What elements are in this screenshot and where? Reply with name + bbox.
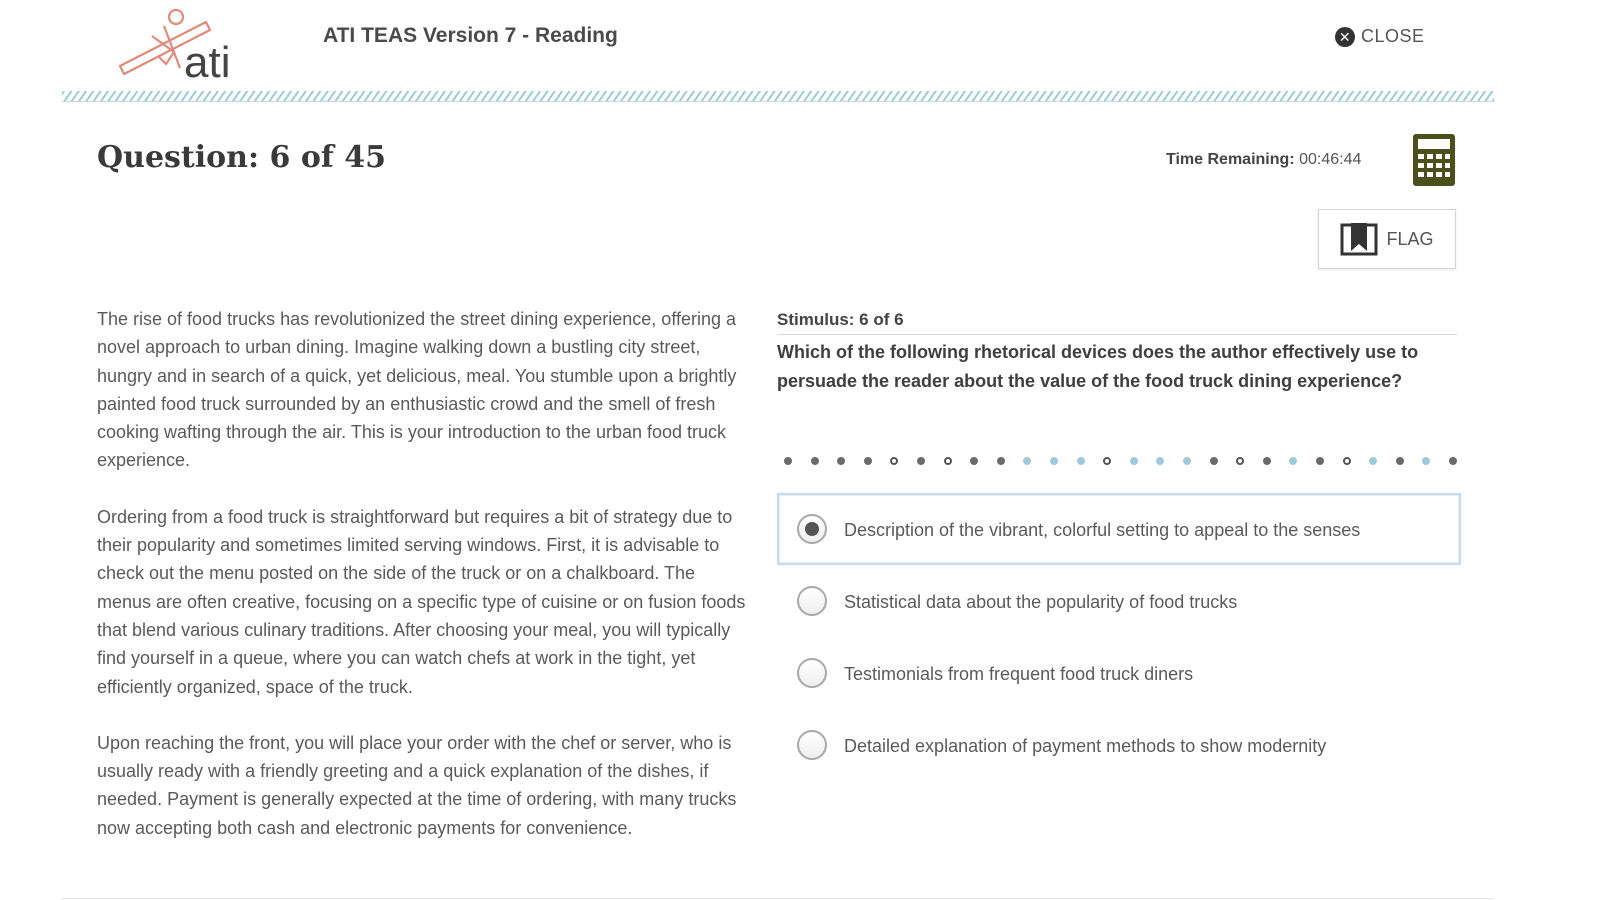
answer-option-a[interactable] (777, 493, 1461, 565)
passage-paragraph: The rise of food trucks has revolutionized the street dining experience, offering a novel approach to urban dining. Imagine walking down a bustling city street, hungry and in search of a quick, yet delicious, meal. You stumble upon a brightly painted food truck surrounded by an enthusiastic crowd and the smell of fresh cooking wafting through the air. This is your introduction to the urban food truck experience. (97, 309, 737, 471)
progress-dot[interactable] (1103, 457, 1111, 465)
progress-dot[interactable] (1077, 457, 1085, 465)
progress-dot[interactable] (811, 457, 819, 465)
progress-dot[interactable] (1183, 457, 1191, 465)
progress-dot[interactable] (1422, 457, 1430, 465)
answer-label: Description of the vibrant, colorful setting to appeal to the senses (844, 520, 1361, 540)
answer-options (777, 493, 1461, 781)
passage-paragraph: Upon reaching the front, you will place your order with the chef or server, who is usually ready with a friendly greeting and a quick explanation of the dishes, if needed. Payment is generally expected at the time of ordering, with many trucks now accepting both cash and electronic payments for convenience. (97, 732, 737, 838)
reading-passage (97, 305, 747, 870)
progress-dot[interactable] (1130, 457, 1138, 465)
time-remaining-label: Time Remaining: (1166, 151, 1295, 168)
progress-dot[interactable] (837, 457, 845, 465)
progress-dot[interactable] (1023, 457, 1031, 465)
progress-dot[interactable] (1050, 457, 1058, 465)
bottom-divider (62, 898, 1494, 899)
progress-dot[interactable] (1449, 457, 1457, 465)
close-circle-icon: ✕ (1335, 27, 1355, 47)
header (0, 0, 1600, 104)
progress-dot[interactable] (1343, 457, 1351, 465)
close-label: CLOSE (1361, 26, 1425, 46)
calculator-icon[interactable] (1412, 133, 1456, 187)
stimulus-label: Stimulus: 6 of 6 (777, 310, 1457, 335)
app-title: ATI TEAS Version 7 - Reading (323, 24, 618, 47)
progress-dot[interactable] (1316, 457, 1324, 465)
flag-label: FLAG (1386, 228, 1434, 249)
brand-text: ati (184, 38, 231, 82)
header-divider (62, 91, 1494, 102)
question-title: Question: 6 of 45 (97, 140, 386, 175)
progress-dot[interactable] (784, 457, 792, 465)
answer-label: Detailed explanation of payment methods to show modernity (844, 736, 1327, 756)
radio-button[interactable] (797, 658, 827, 688)
passage-paragraph: Ordering from a food truck is straightforward but requires a bit of strategy due to their popularity and sometimes limited serving windows. First, it is advisable to check out the menu posted on the side of the truck or on a chalkboard. The menus are often creative, focusing on a specific type of cuisine or on fusion foods that blend various culinary traditions. After choosing your meal, you will typically find yourself in a queue, where you can watch chefs at work in the tight, yet efficiently organized, space of the truck. (97, 506, 746, 697)
radio-button[interactable] (797, 514, 827, 544)
progress-dot[interactable] (1263, 457, 1271, 465)
answer-option-d[interactable] (777, 709, 1461, 781)
progress-dot[interactable] (944, 457, 952, 465)
progress-dot[interactable] (1289, 457, 1297, 465)
answer-label: Statistical data about the popularity of food trucks (844, 592, 1238, 612)
radio-button[interactable] (797, 730, 827, 760)
close-button[interactable] (1335, 26, 1425, 47)
progress-dot[interactable] (1369, 457, 1377, 465)
time-remaining (1166, 151, 1361, 169)
question-prompt: Which of the following rhetorical devices does the author effectively use to persuade the reader about the value of the food truck dining experience? (777, 342, 1419, 391)
answer-label: Testimonials from frequent food truck diners (844, 664, 1194, 684)
bookmark-flag-icon (1340, 222, 1378, 256)
progress-dot[interactable] (864, 457, 872, 465)
radio-button[interactable] (797, 586, 827, 616)
progress-dot[interactable] (1210, 457, 1218, 465)
answer-option-c[interactable] (777, 637, 1461, 709)
flag-button[interactable] (1318, 209, 1456, 269)
time-remaining-value: 00:46:44 (1299, 151, 1362, 168)
progress-dot[interactable] (970, 457, 978, 465)
progress-dot[interactable] (1156, 457, 1164, 465)
ati-logo (118, 6, 250, 82)
answer-option-b[interactable] (777, 565, 1461, 637)
question-progress-dots (784, 457, 1464, 469)
progress-dot[interactable] (1236, 457, 1244, 465)
progress-dot[interactable] (1396, 457, 1404, 465)
progress-dot[interactable] (890, 457, 898, 465)
progress-dot[interactable] (917, 457, 925, 465)
progress-dot[interactable] (997, 457, 1005, 465)
